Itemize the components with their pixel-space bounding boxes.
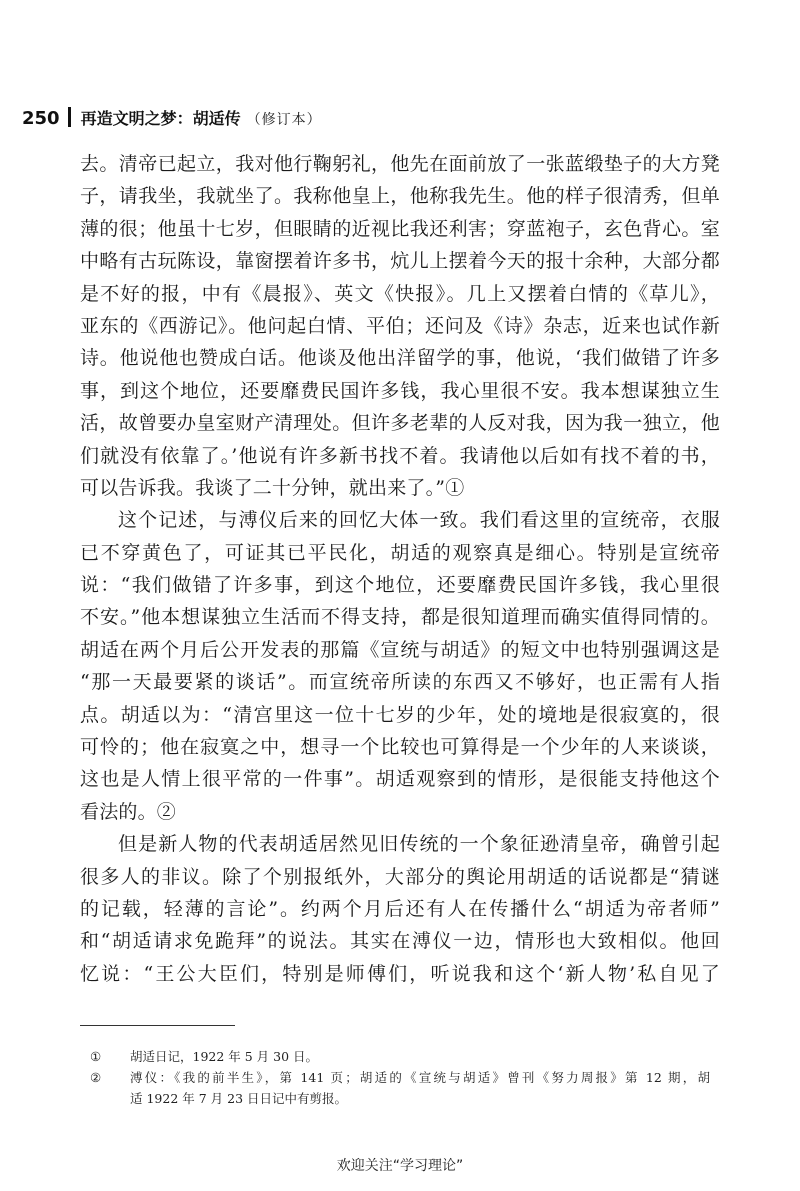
text-line: “那一天最要紧的谈话”。而宣统帝所读的东西又不够好，也正需有人指 <box>80 671 720 694</box>
book-subtitle: （修订本） <box>246 112 322 128</box>
text-line: 这也是人情上很平常的一件事”。胡适观察到的情形，是很能支持他这个 <box>80 768 720 791</box>
watermark-text: 欢迎关注“学习理论” <box>336 1158 464 1174</box>
text-line: 这个记述，与溥仪后来的回忆大体一致。我们看这里的宣统帝，衣服 <box>118 509 720 532</box>
footnote <box>90 1046 710 1067</box>
text-line: 已不穿黄色了，可证其已平民化，胡适的观察真是细心。特别是宣统帝 <box>80 541 720 564</box>
text-line: 是不好的报，中有《晨报》、英文《快报》。几上又摆着白情的《草儿》， <box>80 282 720 305</box>
footnote-text <box>130 1046 710 1067</box>
text-line: 不安。”他本想谋独立生活而不得支持，都是很知道理而确实值得同情的。 <box>80 606 720 629</box>
text-line: 很多人的非议。除了个别报纸外，大部分的舆论用胡适的话说都是“猜谜 <box>80 865 720 888</box>
text-line: 子，请我坐，我就坐了。我称他皇上，他称我先生。他的样子很清秀，但单 <box>80 185 720 208</box>
footnote-mark: ② <box>90 1070 102 1085</box>
footnote-line: 溥仪：《我的前半生》，第 141 页；胡适的《宣统与胡适》曾刊《努力周报》第 12 期，胡 <box>130 1070 710 1085</box>
body-text <box>80 148 720 990</box>
text-line: 亚东的《西游记》。他问起白情、平伯；还问及《诗》杂志，近来也试作新 <box>80 314 720 337</box>
footnote-divider <box>80 1025 235 1026</box>
text-line: 但是新人物的代表胡适居然见旧传统的一个象征逊清皇帝，确曾引起 <box>118 833 720 856</box>
footnotes <box>90 1046 710 1109</box>
text-line: 活，故曾要办皇室财产清理处。但许多老辈的人反对我，因为我一独立，他 <box>80 412 720 435</box>
text-line: 中略有古玩陈设，靠窗摆着许多书，炕儿上摆着今天的报十余种，大部分都 <box>80 250 720 273</box>
text-line: 去。清帝已起立，我对他行鞠躬礼，他先在面前放了一张蓝缎垫子的大方凳 <box>80 153 720 175</box>
text-line: 胡适在两个月后公开发表的那篇《宣统与胡适》的短文中也特别强调这是 <box>80 638 720 661</box>
text-line: 看法的。② <box>80 800 177 823</box>
text-line: 可以告诉我。我谈了二十分钟，就出来了。”① <box>80 476 465 499</box>
text-line: 点。胡适以为：“清宫里这一位十七岁的少年，处的境地是很寂寞的，很 <box>80 703 720 726</box>
footnote-line: 胡适日记，1922 年 5 月 30 日。 <box>130 1049 319 1064</box>
text-line: 忆说：“王公大臣们，特别是师傅们，听说我和这个‘新人物’私自见了 <box>80 962 720 985</box>
text-line: 们就没有依靠了。’他说有许多新书找不着。我请他以后如有找不着的书， <box>80 444 720 467</box>
text-line: 说：“我们做错了许多事，到这个地位，还要靡费民国许多钱，我心里很 <box>80 574 720 597</box>
text-line: 和“胡适请求免跪拜”的说法。其实在溥仪一边，情形也大致相似。他回 <box>80 930 720 953</box>
text-line: 可怜的；他在寂寞之中，想寻一个比较也可算得是一个少年的人来谈谈， <box>80 736 720 759</box>
footnote-mark: ① <box>90 1049 102 1064</box>
text-line: 的记载，轻薄的言论”。约两个月后还有人在传播什么“胡适为帝者师” <box>80 897 720 920</box>
running-header <box>22 104 322 129</box>
footnote <box>90 1067 710 1109</box>
footnote-line: 适 1922 年 7 月 23 日日记中有剪报。 <box>130 1091 348 1106</box>
header-divider <box>68 107 71 127</box>
text-line: 诗。他说他也赞成白话。他谈及他出洋留学的事，他说，‘我们做错了许多 <box>80 347 720 370</box>
text-line: 薄的很；他虽十七岁，但眼睛的近视比我还利害；穿蓝袍子，玄色背心。室 <box>80 217 720 240</box>
book-title: 再造文明之梦：胡适传 <box>80 109 241 128</box>
page-number: 250 <box>22 108 60 129</box>
text-line: 事，到这个地位，还要靡费民国许多钱，我心里很不安。我本想谋独立生 <box>80 379 720 402</box>
footnote-text <box>130 1067 710 1109</box>
